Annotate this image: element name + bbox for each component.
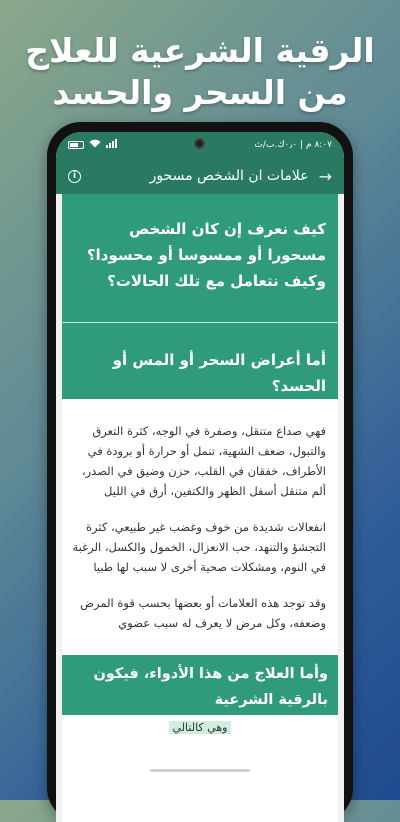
battery-icon — [68, 141, 84, 149]
promo-title-line1: الرقية الشرعية للعلاج — [25, 31, 375, 70]
front-camera-icon — [194, 138, 205, 149]
paragraph-1: فهي صداع متنقل، وصفرة في الوجه، كثرة التعرق والتبول، ضعف الشهية، تنمل أو حرارة أو برودة في الأطراف، خفقان في القلب، حزن وضيق في الصدر، ألم متنقل أسفل الظهر والكتفين، أرق في الليل — [81, 424, 326, 498]
paragraph-3: وقد توجد هذه العلامات أو بعضها بحسب قوة المرض وضعفه، وكل مرض لا يعرف له سبب عضوي — [80, 596, 326, 630]
treatment-heading: وأما العلاج من هذا الأدواء، فيكون بالرقية الشرعية — [62, 655, 338, 715]
arrow-left-icon[interactable]: → — [318, 166, 332, 186]
app-bar — [56, 158, 344, 194]
info-icon[interactable]: i — [68, 170, 81, 183]
tail-text-wrapper — [62, 721, 338, 734]
status-time: ٨:٠٧ م — [306, 140, 332, 150]
question-heading-1: كيف نعرف إن كان الشخص مسحورا أو ممسوسا أو محسودا؟ وكيف نتعامل مع تلك الحالات؟ — [62, 194, 338, 322]
promo-title-line2: من السحر والحسد — [52, 73, 348, 112]
promo-title — [0, 30, 400, 114]
app-bar-title: علامات ان الشخص مسحور — [149, 168, 309, 184]
home-indicator[interactable] — [150, 769, 250, 772]
wifi-icon — [89, 139, 101, 151]
article-card — [62, 194, 338, 822]
phone-frame — [47, 122, 353, 822]
content-area[interactable] — [56, 194, 344, 822]
status-right: ٨:٠٧ م | ٠٫٠ك.ب/ث — [254, 140, 332, 150]
signal-icon — [106, 139, 117, 151]
phone-screen — [56, 132, 344, 822]
paragraph-2: انفعالات شديدة من خوف وغضب غير طبيعي، كثرة التجشؤ والتنهد، حب الانعزال، الخمول والكسل، الرغبة في النوم، ومشكلات صحية أخرى لا سبب لها طبيا — [72, 520, 326, 574]
question-heading-2: أما أعراض السحر أو المس أو الحسد؟ — [62, 323, 338, 399]
tail-text: وهي كالتالي — [169, 721, 232, 734]
status-left — [68, 139, 117, 151]
network-speed: ٠٫٠ك.ب/ث — [254, 140, 298, 150]
